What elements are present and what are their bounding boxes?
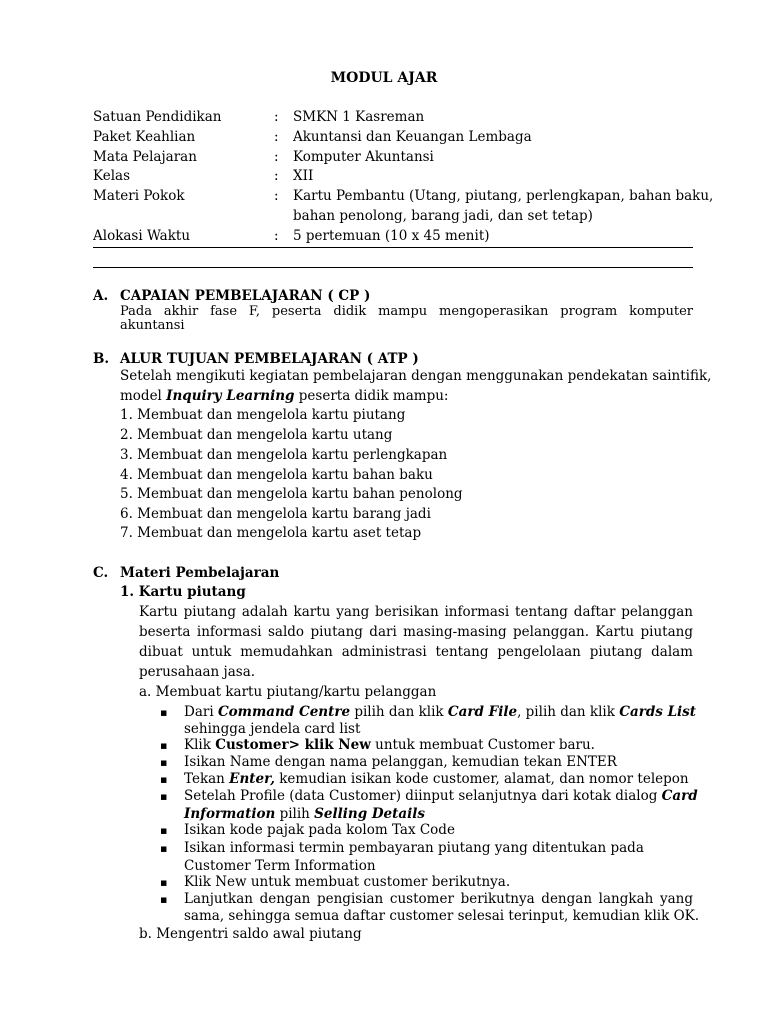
text: pilih [275, 806, 315, 822]
info-label: Alokasi Waktu [93, 228, 191, 244]
section-b-intro-line1: Setelah mengikuti kegiatan pembelajaran dengan menggunakan pendekatan saintifik, [120, 368, 712, 384]
text: pilih dan klik [350, 704, 448, 720]
command-centre-text: Command Centre [217, 704, 351, 720]
square-bullet-icon: ▪ [160, 876, 168, 889]
atp-item: 1. Membuat dan mengelola kartu piutang [120, 407, 406, 423]
square-bullet-icon: ▪ [160, 756, 168, 769]
step-klik-new: Klik New untuk membuat customer berikutnya. [184, 874, 511, 890]
square-bullet-icon: ▪ [160, 824, 168, 837]
divider-line [93, 267, 693, 268]
card-text: Card [661, 788, 698, 804]
section-b-intro-line2 [120, 388, 448, 404]
text: Setelah Profile (data Customer) diinput selanjutnya dari kotak dialog [184, 788, 662, 804]
step-tekan-enter [184, 771, 689, 787]
step-command-centre [184, 704, 697, 720]
info-value: Kartu Pembantu (Utang, piutang, perlengkapan, bahan baku, [293, 188, 714, 204]
atp-item: 2. Membuat dan mengelola kartu utang [120, 427, 393, 443]
subsection-kartu-piutang: 1. Kartu piutang [120, 584, 246, 600]
square-bullet-icon: ▪ [160, 842, 168, 855]
step-line [184, 704, 697, 720]
inquiry-learning-text: Inquiry Learning [166, 388, 295, 404]
step-klik-customer [184, 737, 595, 753]
step-tax-code: Isikan kode pajak pada kolom Tax Code [184, 822, 455, 838]
info-colon: : [274, 129, 279, 145]
kartu-piutang-para-line: dibuat untuk memudahkan administrasi tentang pengelolaan piutang dalam [139, 644, 693, 660]
atp-item: 7. Membuat dan mengelola kartu aset tetap [120, 525, 422, 541]
section-a-text-line2: akuntansi [120, 318, 185, 333]
section-a-title: CAPAIAN PEMBELAJARAN ( CP ) [120, 288, 371, 304]
info-label: Materi Pokok [93, 188, 185, 204]
info-row-kelas [93, 168, 693, 188]
square-bullet-icon: ▪ [160, 773, 168, 786]
intro-text: peserta didik mampu: [294, 388, 449, 404]
text: Tekan [184, 771, 230, 787]
information-text: Information [184, 806, 276, 822]
square-bullet-icon: ▪ [160, 739, 168, 752]
info-row-satuan [93, 109, 693, 129]
info-value: SMKN 1 Kasreman [293, 109, 425, 125]
square-bullet-icon: ▪ [160, 893, 168, 906]
info-colon: : [274, 228, 279, 244]
info-label: Mata Pelajaran [93, 149, 197, 165]
section-c-title: Materi Pembelajaran [120, 565, 280, 581]
atp-item: 4. Membuat dan mengelola kartu bahan baku [120, 467, 433, 483]
info-value: 5 pertemuan (10 x 45 menit) [293, 228, 490, 244]
step-line-continued: sehingga jendela card list [184, 721, 361, 737]
step-line-continued: Customer Term Information [184, 858, 376, 874]
enter-text: Enter, [229, 771, 275, 787]
text: , pilih dan klik [517, 704, 620, 720]
text: untuk membuat Customer baru. [370, 737, 595, 753]
step-isikan-name: Isikan Name dengan nama pelanggan, kemudian tekan ENTER [184, 754, 617, 770]
section-b-title: ALUR TUJUAN PEMBELAJARAN ( ATP ) [120, 351, 419, 367]
info-colon: : [274, 149, 279, 165]
info-colon: : [274, 168, 279, 184]
sub-point-a: a. Membuat kartu piutang/kartu pelanggan [139, 684, 437, 700]
info-label: Kelas [93, 168, 131, 184]
divider-line [93, 247, 693, 248]
info-value-continued: bahan penolong, barang jadi, dan set tetap) [293, 208, 593, 224]
step-lanjutkan [184, 891, 693, 907]
customer-klik-new-text: Customer> klik New [215, 737, 371, 753]
square-bullet-icon: ▪ [160, 790, 168, 803]
info-row-materi [93, 188, 714, 208]
step-line-continued: sama, sehingga semua daftar customer selesai terinput, kemudian klik OK. [184, 908, 700, 924]
info-row-mapel [93, 149, 693, 169]
info-label: Paket Keahlian [93, 129, 196, 145]
info-colon: : [274, 109, 279, 125]
kartu-piutang-para-line: perusahaan jasa. [139, 664, 256, 680]
square-bullet-icon: ▪ [160, 706, 168, 719]
section-a-letter: A. [93, 288, 109, 304]
card-file-text: Card File [447, 704, 518, 720]
document-title: MODUL AJAR [330, 70, 438, 86]
info-value: Komputer Akuntansi [293, 149, 434, 165]
step-line [184, 788, 698, 804]
info-value: XII [293, 168, 314, 184]
step-termin: Isikan informasi termin pembayaran piutang yang ditentukan pada [184, 840, 644, 856]
cards-list-text: Cards List [619, 704, 697, 720]
text: kemudian isikan kode customer, alamat, dan nomor telepon [274, 771, 689, 787]
text: Dari [184, 704, 218, 720]
selling-details-text: Selling Details [314, 806, 425, 822]
step-line: Lanjutkan dengan pengisian customer berikutnya dengan langkah yang [184, 891, 693, 907]
atp-item: 6. Membuat dan mengelola kartu barang jadi [120, 506, 431, 522]
info-row-materi-cont [93, 208, 693, 228]
intro-text: model [120, 388, 167, 404]
section-b-letter: B. [93, 351, 110, 367]
atp-item: 3. Membuat dan mengelola kartu perlengkapan [120, 447, 448, 463]
kartu-piutang-para-line: Kartu piutang adalah kartu yang berisikan informasi tentang daftar pelanggan [139, 604, 693, 620]
kartu-piutang-para-line: beserta informasi saldo piutang dari masing-masing pelanggan. Kartu piutang [139, 624, 693, 640]
info-row-alokasi [93, 228, 693, 248]
step-setelah-profile [184, 788, 698, 804]
info-colon: : [274, 188, 279, 204]
sub-point-b: b. Mengentri saldo awal piutang [139, 926, 362, 942]
info-value: Akuntansi dan Keuangan Lembaga [293, 129, 532, 145]
atp-item: 5. Membuat dan mengelola kartu bahan penolong [120, 486, 463, 502]
text: Klik [184, 737, 216, 753]
step-line-continued [184, 806, 425, 822]
section-c-letter: C. [93, 565, 109, 581]
section-a-text-line1: Pada akhir fase F, peserta didik mampu mengoperasikan program komputer [120, 304, 693, 319]
info-row-paket [93, 129, 693, 149]
info-label: Satuan Pendidikan [93, 109, 222, 125]
